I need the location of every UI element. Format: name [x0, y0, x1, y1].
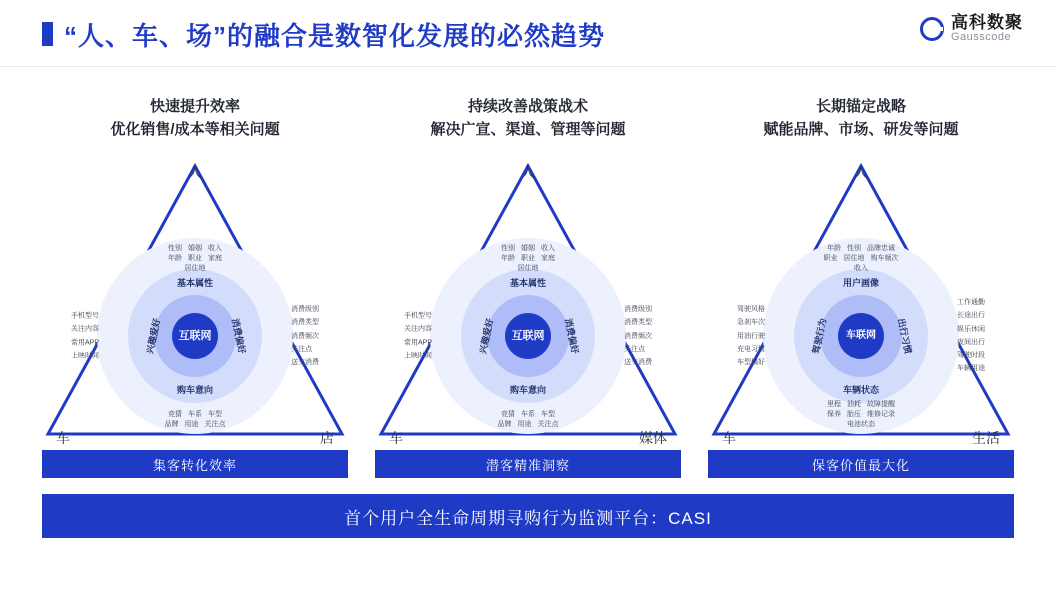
tag-cluster-left — [71, 309, 99, 362]
tag: 工作通勤 — [957, 299, 985, 307]
tag: 电池状态 — [847, 420, 875, 428]
tag: 婚姻 — [521, 245, 535, 252]
tag: 里程 — [827, 400, 841, 408]
tag: 关注点 — [204, 420, 226, 428]
tag: 职业 — [188, 255, 202, 263]
outcome-bar-1: 集客转化效率 — [42, 450, 348, 478]
tag-cluster-bottom — [824, 400, 898, 430]
column-3-heading-line2: 赋能品牌、市场、研发等问题 — [763, 120, 959, 138]
tag: 收入 — [854, 265, 868, 273]
tag: 消费频次 — [624, 332, 652, 340]
triangle-vertex-left: 车 — [56, 430, 70, 446]
slide-header — [0, 0, 1057, 67]
column-2 — [363, 96, 693, 456]
column-3-ring-diagram — [737, 238, 985, 434]
column-1-triangle-area — [30, 150, 360, 450]
logo-text-group — [951, 14, 1023, 43]
tag: 常用APP — [71, 339, 100, 346]
tag: 收入 — [208, 245, 222, 252]
tag: 用途 — [517, 420, 532, 428]
column-1-ring-diagram — [71, 238, 319, 434]
logo-name-en: Gausscode — [951, 30, 1012, 43]
triangle-vertex-right: 媒体 — [639, 430, 667, 446]
tag: 维修记录 — [867, 410, 895, 418]
tag: 家庭 — [541, 255, 555, 263]
tag: 用途 — [184, 420, 199, 428]
tag: 娱乐休闲 — [957, 325, 985, 333]
tag: 竞猜 — [168, 410, 182, 418]
tag: 车型 — [541, 410, 555, 418]
tag: 消费级别 — [291, 305, 319, 313]
quadrant-top-label: 用户画像 — [842, 278, 880, 288]
triangle-vertex-top: 人 — [188, 164, 202, 180]
quadrant-top-label: 基本属性 — [509, 278, 547, 288]
tag: 手机型号 — [404, 312, 433, 320]
tag: 年龄 — [168, 255, 182, 263]
tag: 夜间出行 — [957, 339, 985, 346]
quadrant-left-label: 兴趣爱好 — [477, 317, 496, 355]
tag: 品牌忠诚 — [867, 245, 895, 252]
column-2-heading — [363, 96, 693, 141]
quadrant-right-label: 消费偏好 — [229, 317, 248, 355]
page-title: “人、车、场”的融合是数智化发展的必然趋势 — [64, 21, 606, 51]
tag: 关注内容 — [404, 325, 433, 333]
tag-cluster-top — [498, 244, 558, 274]
tag: 关注内容 — [71, 325, 100, 333]
tag: 胎压 — [847, 410, 861, 418]
tag: 消费级别 — [624, 305, 652, 313]
tag: 家庭 — [208, 255, 222, 263]
tag: 车辆用途 — [957, 365, 985, 373]
platform-banner: 首个用户全生命周期寻购行为监测平台：CASI — [42, 494, 1014, 538]
tag-cluster-left — [404, 309, 432, 362]
tag: 送交消费 — [291, 358, 319, 366]
title-accent-bar — [42, 22, 53, 46]
tag: 上映时间 — [71, 352, 100, 360]
tag: 性别 — [501, 245, 515, 252]
tag: 职业 — [823, 255, 838, 263]
tag: 车系 — [521, 410, 535, 418]
tag: 用油行驶 — [737, 332, 765, 340]
tag: 故障提醒 — [867, 400, 895, 408]
tag-cluster-top — [165, 244, 225, 274]
outcome-bar-2: 潜客精准洞察 — [375, 450, 681, 478]
tag: 保养 — [827, 410, 841, 418]
tag: 职业 — [521, 255, 535, 263]
quadrant-bottom-label: 车辆状态 — [842, 385, 880, 395]
ring-core-label: 互联网 — [505, 313, 551, 359]
tag: 居住地 — [517, 265, 539, 273]
column-2-heading-line2: 解决广宣、渠道、管理等问题 — [430, 120, 626, 138]
quadrant-left-label: 兴趣爱好 — [144, 317, 163, 355]
column-3-heading-line1: 长期锚定战略 — [815, 98, 906, 115]
tag: 品牌 — [497, 420, 512, 428]
ring-core-label: 车联网 — [838, 313, 884, 359]
tag: 上映时间 — [404, 352, 433, 360]
tag-cluster-bottom — [162, 410, 229, 430]
tag-cluster-right — [291, 303, 319, 369]
tag: 关注点 — [291, 345, 312, 353]
tag: 婚姻 — [188, 245, 202, 252]
tag: 车型偏好 — [737, 358, 765, 366]
tag: 消费频次 — [291, 332, 319, 340]
tag: 车系 — [188, 410, 202, 418]
column-2-heading-line1: 持续改善战策战术 — [467, 98, 588, 115]
column-3-heading — [696, 96, 1026, 141]
tag: 消费类型 — [624, 319, 652, 327]
tag: 驾驶时段 — [957, 352, 985, 360]
tag-cluster-left — [737, 303, 765, 369]
quadrant-right-label: 消费偏好 — [562, 317, 581, 355]
tag-cluster-right — [957, 296, 985, 376]
tag: 送交消费 — [624, 358, 652, 366]
tag: 油耗 — [847, 400, 861, 408]
tag: 竞猜 — [501, 410, 515, 418]
outcome-bar-3: 保客价值最大化 — [708, 450, 1014, 478]
column-2-ring-diagram — [404, 238, 652, 434]
triangle-vertex-left: 车 — [389, 430, 403, 446]
tag: 关注点 — [537, 420, 559, 428]
tag: 年龄 — [827, 245, 841, 252]
tag: 性别 — [847, 245, 861, 252]
logo-mark-icon — [920, 17, 944, 41]
tag: 购车频次 — [870, 255, 899, 263]
tag: 居住地 — [184, 265, 206, 273]
column-2-triangle-area — [363, 150, 693, 450]
column-1-heading-line1: 快速提升效率 — [149, 98, 240, 115]
tag: 品牌 — [164, 420, 179, 428]
tag: 居住地 — [843, 255, 865, 263]
quadrant-bottom-label: 购车意向 — [509, 385, 547, 395]
tag-cluster-right — [624, 303, 652, 369]
column-3 — [696, 96, 1026, 456]
quadrant-left-label: 驾驶行为 — [810, 317, 829, 355]
tag: 手机型号 — [71, 312, 100, 320]
brand-logo — [920, 14, 1023, 43]
triangle-vertex-top: 人 — [854, 164, 868, 180]
logo-name-cn: 高科数聚 — [951, 13, 1023, 32]
quadrant-bottom-label: 购车意向 — [176, 385, 214, 395]
tag: 性别 — [168, 245, 182, 252]
column-1-heading — [30, 96, 360, 141]
tag-cluster-bottom — [495, 410, 562, 430]
column-1 — [30, 96, 360, 456]
quadrant-right-label: 出行习惯 — [895, 317, 914, 355]
tag: 收入 — [541, 245, 555, 252]
tag: 年龄 — [501, 255, 515, 263]
tag: 车型 — [208, 410, 222, 418]
tag-cluster-top — [821, 244, 902, 274]
triangle-vertex-left: 车 — [722, 430, 736, 446]
triangle-vertex-right: 生活 — [972, 430, 1000, 446]
tag: 长途出行 — [957, 312, 985, 320]
tag: 消费类型 — [291, 319, 319, 327]
tag: 常用APP — [404, 339, 433, 346]
triangle-vertex-right: 店 — [320, 430, 334, 446]
column-3-triangle-area — [696, 150, 1026, 450]
ring-core-label: 互联网 — [172, 313, 218, 359]
tag: 急刹车次 — [737, 319, 765, 327]
tag: 关注点 — [624, 345, 645, 353]
column-1-heading-line2: 优化销售/成本等相关问题 — [110, 120, 280, 138]
quadrant-top-label: 基本属性 — [176, 278, 214, 288]
tag: 充电习惯 — [737, 345, 765, 353]
tag: 驾驶风格 — [737, 305, 765, 313]
triangle-vertex-top: 人 — [521, 164, 535, 180]
